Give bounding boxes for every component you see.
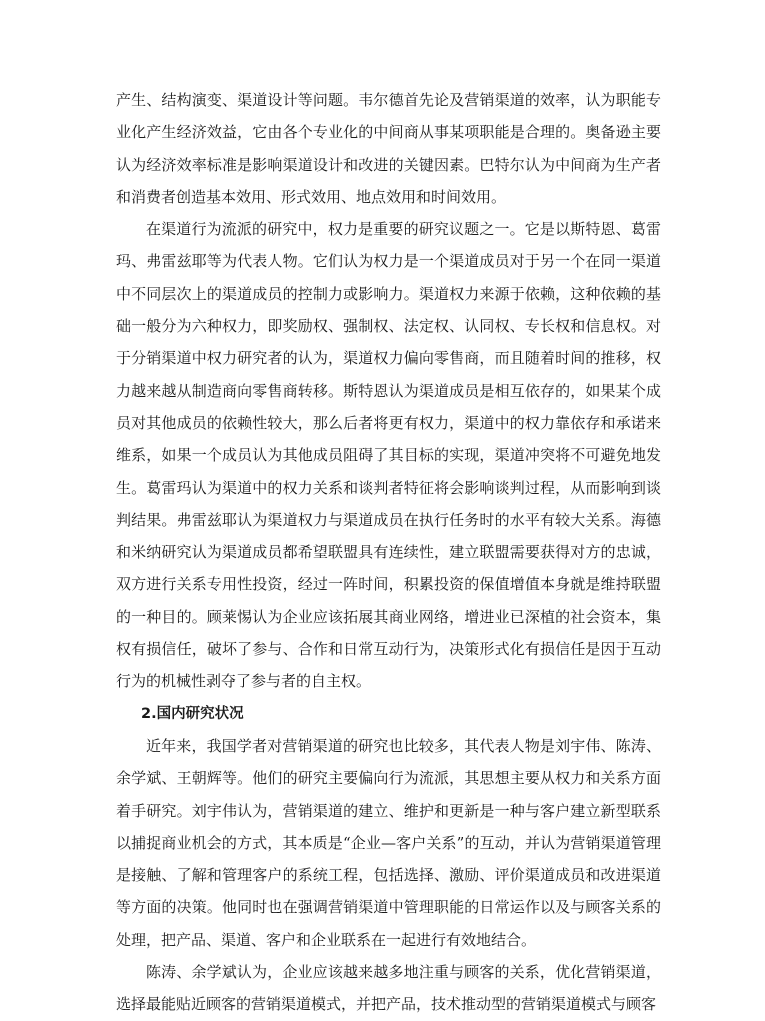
paragraph-2: 在渠道行为流派的研究中，权力是重要的研究议题之一。它是以斯特恩、葛雷玛、弗雷兹耶等为代表人物。它们认为权力是一个渠道成员对于另一个在同一渠道中不同层次上的渠道成员的控制力或影响力。渠道权力来源于依赖，这种依赖的基础一般分为六种权力，即奖励权、强制权、法定权、认同权、专长权和信息权。对于分销渠道中权力研究者的认为，渠道权力偏向零售商，而且随着时间的推移，权力越来越从制造商向零售商转移。斯特恩认为渠道成员是相互依存的，如果某个成员对其他成员的依赖性较大，那么后者将更有权力，渠道中的权力靠依存和承诺来维系，如果一个成员认为其他成员阻碍了其目标的实现，渠道冲突将不可避免地发生。葛雷玛认为渠道中的权力关系和谈判者特征将会影响谈判过程，从而影响到谈判结果。弗雷兹耶认为渠道权力与渠道成员在执行任务时的水平有较大关系。海德和米纳研究认为渠道成员都希望联盟具有连续性，建立联盟需要获得对方的忠诚，双方进行关系专用性投资，经过一阵时间，积累投资的保值增值本身就是维持联盟的一种目的。顾莱惕认为企业应该拓展其商业网络，增进业已深植的社会资本，集权有损信任，破坏了参与、合作和日常互动行为，决策形式化有损信任是因于互动行为的机械性剥夺了参与者的自主权。	[116, 220, 661, 691]
document-body	[116, 84, 661, 1021]
paragraph-4: 陈涛、余学斌认为，企业应该越来越多地注重与顾客的关系，优化营销渠道，选择最能贴近顾客的营销渠道模式，并把产品，技术推动型的营销渠道模式与顾客	[116, 963, 661, 1014]
section-heading: 2.国内研究状况	[141, 705, 244, 722]
paragraph-1: 产生、结构演变、渠道设计等问题。韦尔德首先论及营销渠道的效率，认为职能专业化产生经济效益，它由各个专业化的中间商从事某项职能是合理的。奥备逊主要认为经济效率标准是影响渠道设计和改进的关键因素。巴特尔认为中间商为生产者和消费者创造基本效用、形式效用、地点效用和时间效用。	[116, 91, 661, 206]
paragraph-3: 近年来，我国学者对营销渠道的研究也比较多，其代表人物是刘宇伟、陈涛、余学斌、王朝辉等。他们的研究主要偏向行为流派，其思想主要从权力和关系方面着手研究。刘宇伟认为，营销渠道的建立、维护和更新是一种与客户建立新型联系以捕捉商业机会的方式，其本质是“企业—客户关系”的互动，并认为营销渠道管理是接触、了解和管理客户的系统工程，包括选择、激励、评价渠道成员和改进渠道等方面的决策。他同时也在强调营销渠道中管理职能的日常运作以及与顾客关系的处理，把产品、渠道、客户和企业联系在一起进行有效地结合。	[116, 736, 661, 949]
